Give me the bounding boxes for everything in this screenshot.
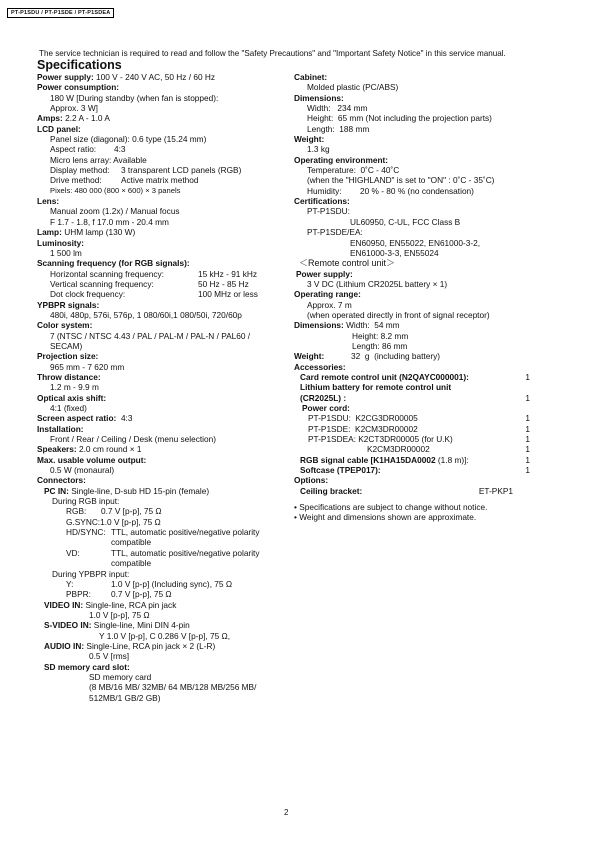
accessory-item: PT-P1SDE: K2CM3DR00002 [308, 423, 418, 434]
spec-value: 50 Hz - 85 Hz [198, 278, 249, 289]
spec-value: UHM lamp (130 W) [61, 227, 136, 238]
spec-value: G.SYNC:1.0 V [p-p], 75 Ω [66, 516, 161, 527]
intro-text: The service technician is required to read and follow the "Safety Precautions" and "Important Safety Notice" in this service manual. [39, 49, 506, 58]
accessory-item: Card remote control unit (N2QAYC000001): [300, 371, 469, 382]
spec-label: Power supply: [296, 268, 353, 279]
spec-label: Power supply: [37, 72, 94, 82]
accessory-item: PT-P1SDU: K2CG3DR00005 [308, 413, 418, 424]
spec-value: 2.0 cm round × 1 [76, 444, 142, 455]
spec-value: EN61000-3-3, EN55024 [350, 247, 439, 258]
accessory-qty: 1 [525, 465, 530, 476]
spec-label: Screen aspect ratio: [37, 413, 117, 424]
connector-label: AUDIO IN: [44, 640, 85, 651]
spec-value: Length: 86 mm [352, 340, 408, 351]
spec-label: LCD panel: [37, 123, 81, 134]
connector-value: Single-line, RCA pin jack [83, 599, 177, 610]
spec-value: 15 kHz - 91 kHz [198, 268, 258, 279]
spec-key: RGB: [66, 506, 87, 517]
spec-label: Power consumption: [37, 82, 120, 93]
connector-label: VIDEO IN: [44, 599, 84, 610]
spec-value: 4:3 [116, 413, 133, 424]
spec-value: 3 V DC (Lithium CR2025L battery × 1) [307, 278, 448, 289]
spec-value: compatible [111, 537, 152, 548]
spec-value: 7 (NTSC / NTSC 4.43 / PAL / PAL-M / PAL-N / PAL60 / [50, 330, 251, 341]
spec-label: Luminosity: [37, 237, 85, 248]
spec-value: (when operated directly in front of signal receptor) [307, 309, 490, 320]
connector-value: Single-Line, RCA pin jack × 2 (L-R) [84, 640, 216, 651]
connector-label: SD memory card slot: [44, 661, 130, 672]
spec-value: TTL, automatic positive/negative polarity [111, 527, 260, 538]
spec-label: Lamp: [37, 227, 62, 238]
accessory-qty: 1 [525, 444, 530, 455]
spec-label: Operating range: [294, 289, 361, 300]
spec-key: HD/SYNC: [66, 527, 106, 538]
spec-column-left [37, 72, 287, 703]
spec-value: PT-P1SDU: [307, 206, 350, 217]
spec-value: 0.7 V [p-p], 75 Ω [101, 506, 162, 517]
spec-key: PBPR: [66, 589, 91, 600]
spec-value: 1.0 V [p-p] (Including sync), 75 Ω [111, 578, 233, 589]
spec-label: Lens: [37, 196, 60, 207]
spec-label: Scanning frequency (for RGB signals): [37, 258, 190, 269]
accessory-item: Lithium battery for remote control unit [300, 382, 452, 393]
spec-label: Weight: [294, 351, 325, 362]
spec-key: Display method: [50, 165, 110, 176]
spec-value: 180 W [During standby (when fan is stopped): [50, 92, 219, 103]
accessory-item: K2CM3DR00002 [367, 444, 430, 455]
spec-key: Drive method: [50, 175, 102, 186]
spec-value: 2.2 A - 1.0 A [62, 113, 110, 124]
spec-value: F 1.7 - 1.8, f 17.0 mm - 20.4 mm [50, 216, 169, 227]
spec-key: Vertical scanning frequency: [50, 278, 154, 289]
connector-value: Single-line, Mini DIN 4-pin [91, 620, 190, 631]
spec-label: Max. usable volume output: [37, 454, 147, 465]
spec-value: (when the "HIGHLAND" is set to "ON" : 0˚C - 35˚C) [307, 175, 495, 186]
accessory-item: (CR2025L) : [300, 392, 347, 403]
connector-value: 512MB/1 GB/2 GB) [89, 692, 161, 703]
accessory-item: (1.8 m)]: [435, 454, 469, 465]
connector-value: During RGB input: [52, 496, 120, 507]
spec-value: Approx. 7 m [307, 299, 352, 310]
spec-key: Aspect ratio: [50, 144, 97, 155]
spec-value: 965 mm - 7 620 mm [50, 361, 125, 372]
spec-value: 100 MHz or less [198, 289, 258, 300]
spec-value: EN60950, EN55022, EN61000-3-2, [350, 237, 481, 248]
spec-label: Amps: [37, 113, 63, 124]
spec-value: 1.3 kg [307, 144, 330, 155]
connector-value: Single-line, D-sub HD 15-pin (female) [68, 485, 210, 496]
spec-label: Operating environment: [294, 154, 389, 165]
spec-value: 0.7 V [p-p], 75 Ω [111, 589, 172, 600]
spec-value: Pixels: 480 000 (800 × 600) × 3 panels [50, 185, 181, 195]
spec-value: 0.5 W (monaural) [50, 465, 115, 476]
connector-value: Y 1.0 V [p-p], C 0.286 V [p-p], 75 Ω, [99, 630, 231, 641]
spec-value: Micro lens array: Available [50, 154, 147, 165]
connector-label: S-VIDEO IN: [44, 620, 92, 631]
spec-value: Front / Rear / Ceiling / Desk (menu selection) [50, 434, 216, 445]
accessory-qty: 1 [525, 454, 530, 465]
spec-value: Molded plastic (PC/ABS) [307, 82, 399, 93]
spec-value: 480i, 480p, 576i, 576p, 1 080/60i,1 080/50i, 720/60p [50, 309, 242, 320]
spec-value: 100 V - 240 V AC, 50 Hz / 60 Hz [93, 72, 216, 82]
page-number: 2 [284, 808, 289, 817]
spec-value: 1 500 lm [50, 247, 82, 258]
connector-value: 1.0 V [p-p], 75 Ω [89, 609, 150, 620]
spec-value: 4:3 [114, 144, 126, 155]
spec-label: Certifications: [294, 196, 350, 207]
spec-label: Options: [294, 475, 329, 486]
accessory-qty: 1 [525, 371, 530, 382]
accessory-item: RGB signal cable [K1HA15DA0002 [300, 454, 436, 465]
page-title: Specifications [37, 58, 122, 72]
spec-label: Connectors: [37, 475, 86, 486]
spec-label: Optical axis shift: [37, 392, 107, 403]
spec-value: 1.2 m - 9.9 m [50, 382, 99, 393]
spec-value: 4:1 (fixed) [50, 403, 87, 413]
connector-value: SD memory card [89, 671, 152, 682]
spec-value: 3 transparent LCD panels (RGB) [121, 165, 242, 176]
spec-value: 32 g (including battery) [351, 351, 441, 362]
spec-value: SECAM) [50, 340, 83, 351]
spec-value: Humidity: 20 % - 80 % (no condensation) [307, 185, 474, 196]
spec-value: compatible [111, 558, 152, 569]
spec-label: Dimensions: [294, 320, 344, 331]
spec-key: Dot clock frequency: [50, 289, 126, 300]
connector-label: PC IN: [44, 485, 69, 496]
spec-value: Active matrix method [121, 175, 199, 186]
spec-label: Installation: [37, 423, 84, 434]
spec-label: Color system: [37, 320, 93, 331]
spec-label: Speakers: [37, 444, 77, 455]
connector-value: (8 MB/16 MB/ 32MB/ 64 MB/128 MB/256 MB/ [89, 682, 257, 693]
spec-value: Height: 8.2 mm [352, 330, 409, 341]
accessory-item: Power cord: [302, 403, 350, 413]
accessory-qty: 1 [525, 423, 530, 434]
note: • Specifications are subject to change without notice. [294, 502, 488, 513]
accessory-qty: 1 [525, 392, 530, 403]
spec-value: UL60950, C-UL, FCC Class B [350, 216, 461, 227]
spec-label: Dimensions: [294, 92, 344, 103]
option-item: Ceiling bracket: [300, 485, 363, 496]
spec-value: TTL, automatic positive/negative polarity [111, 547, 260, 558]
accessory-qty: 1 [525, 413, 530, 424]
spec-value: Manual zoom (1.2x) / Manual focus [50, 206, 180, 217]
spec-label: Cabinet: [294, 72, 328, 82]
spec-key: Horizontal scanning frequency: [50, 268, 164, 279]
connector-value: During YPBPR input: [52, 568, 130, 579]
spec-value: Temperature: 0˚C - 40˚C [307, 165, 400, 176]
spec-label: Accessories: [294, 361, 346, 372]
spec-key: VD: [66, 547, 80, 558]
accessory-item: PT-P1SDEA: K2CT3DR00005 (for U.K) [308, 434, 453, 445]
spec-label: Throw distance: [37, 371, 101, 382]
spec-label: Weight: [294, 134, 325, 145]
spec-key: Y: [66, 578, 74, 589]
spec-value: Height: 65 mm (Not including the projection parts) [307, 113, 492, 124]
spec-value: Approx. 3 W] [50, 103, 98, 114]
note: • Weight and dimensions shown are approximate. [294, 512, 477, 523]
connector-value: 0.5 V [rms] [89, 651, 130, 662]
accessory-qty: 1 [525, 434, 530, 445]
spec-label: Projection size: [37, 351, 99, 362]
spec-value: Panel size (diagonal): 0.6 type (15.24 mm) [50, 134, 207, 145]
remote-heading: ＜Remote control unit＞ [299, 258, 396, 269]
spec-value: PT-P1SDE/EA: [307, 227, 363, 238]
spec-column-right [294, 72, 584, 523]
model-header-tag: PT-P1SDU / PT-P1SDE / PT-P1SDEA [7, 8, 114, 18]
spec-value: Width: 54 mm [343, 320, 400, 331]
accessory-item: Softcase (TPEP017): [300, 465, 381, 476]
option-value: ET-PKP1 [478, 485, 513, 496]
spec-value: Width: 234 mm [307, 103, 368, 114]
spec-value: Length: 188 mm [307, 123, 370, 134]
spec-label: YPBPR signals: [37, 299, 100, 310]
